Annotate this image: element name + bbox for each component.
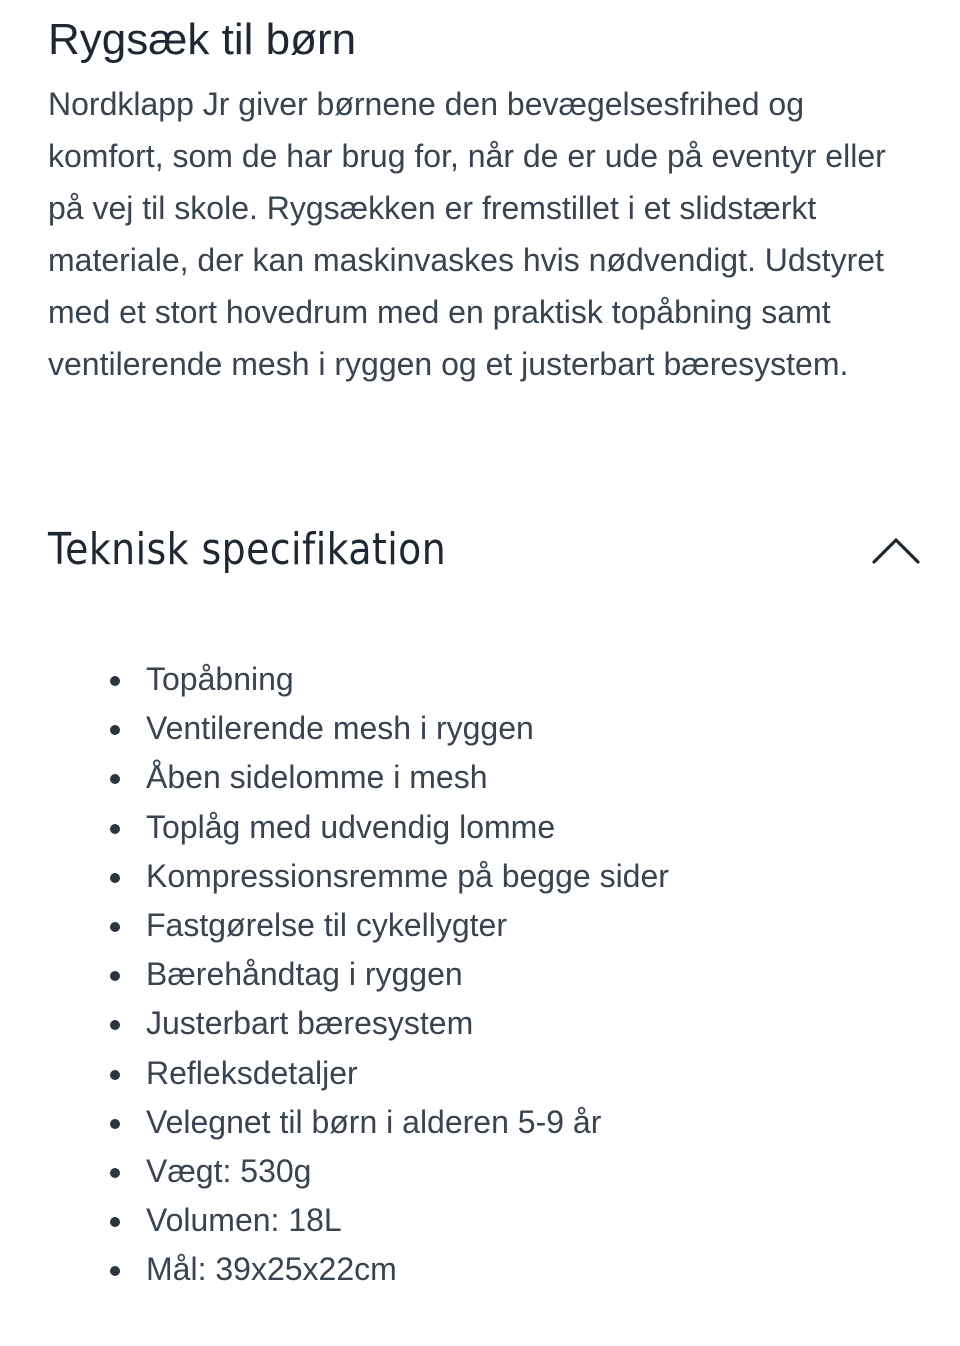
- bullet-icon: [110, 1168, 120, 1178]
- bullet-icon: [110, 676, 120, 686]
- spec-list-item: [0, 803, 960, 852]
- spec-list-item: [0, 1196, 960, 1245]
- spec-item-label: Topåbning: [146, 661, 294, 697]
- spec-list-item: [0, 999, 960, 1048]
- bullet-icon: [110, 1266, 120, 1276]
- bullet-icon: [110, 725, 120, 735]
- spec-item-label: Justerbart bæresystem: [146, 1005, 474, 1042]
- bullet-icon: [110, 922, 120, 932]
- bullet-icon: [110, 873, 120, 883]
- spec-list-item: [0, 1147, 960, 1196]
- spec-item-label: Ventilerende mesh i ryggen: [146, 710, 534, 747]
- bullet-icon: [110, 824, 120, 834]
- spec-item-label: Velegnet til børn i alderen 5-9 år: [146, 1103, 602, 1140]
- spec-item-label: Åben sidelomme i mesh: [146, 759, 488, 796]
- spec-accordion-header[interactable]: [0, 518, 960, 582]
- spec-item-label: Vægt: 530g: [146, 1152, 312, 1189]
- spec-list-item: [0, 901, 960, 950]
- chevron-up-icon[interactable]: [866, 530, 926, 570]
- product-title: Rygsæk til børn: [48, 15, 357, 64]
- spec-list-item: [0, 1098, 960, 1147]
- bullet-icon: [110, 1070, 120, 1080]
- bullet-icon: [110, 774, 120, 784]
- bullet-icon: [110, 1119, 120, 1129]
- bullet-icon: [110, 971, 120, 981]
- spec-item-label: Fastgørelse til cykellygter: [146, 906, 507, 943]
- spec-item-label: Volumen: 18L: [146, 1202, 342, 1239]
- spec-list-item: [0, 852, 960, 901]
- spec-section-title: Teknisk specifikation: [48, 524, 447, 575]
- product-description: Nordklapp Jr giver børnene den bevægelsesfrihed og komfort, som de har brug for, når de er ude på eventyr eller på vej til skole. Rygsækken er fremstillet i et slidstærkt materiale, der kan maskinvaskes hvis nødvendigt. Udstyret med et stort hovedrum med en praktisk topåbning samt ventilerende mesh i ryggen og et justerbart bæresystem.: [48, 86, 886, 382]
- spec-item-label: Mål: 39x25x22cm: [146, 1251, 397, 1288]
- spec-list-item: [0, 753, 960, 802]
- spec-list-item: [0, 655, 960, 704]
- bullet-icon: [110, 1020, 120, 1030]
- spec-item-label: Refleksdetaljer: [146, 1054, 358, 1091]
- spec-list-item: [0, 1049, 960, 1098]
- spec-item-label: Toplåg med udvendig lomme: [146, 808, 556, 845]
- spec-list-item: [0, 1245, 960, 1294]
- spec-list-item: [0, 950, 960, 999]
- bullet-icon: [110, 1217, 120, 1227]
- spec-list: [0, 655, 960, 1294]
- spec-list-item: [0, 704, 960, 753]
- spec-item-label: Bærehåndtag i ryggen: [146, 956, 463, 993]
- spec-item-label: Kompressionsremme på begge sider: [146, 857, 669, 894]
